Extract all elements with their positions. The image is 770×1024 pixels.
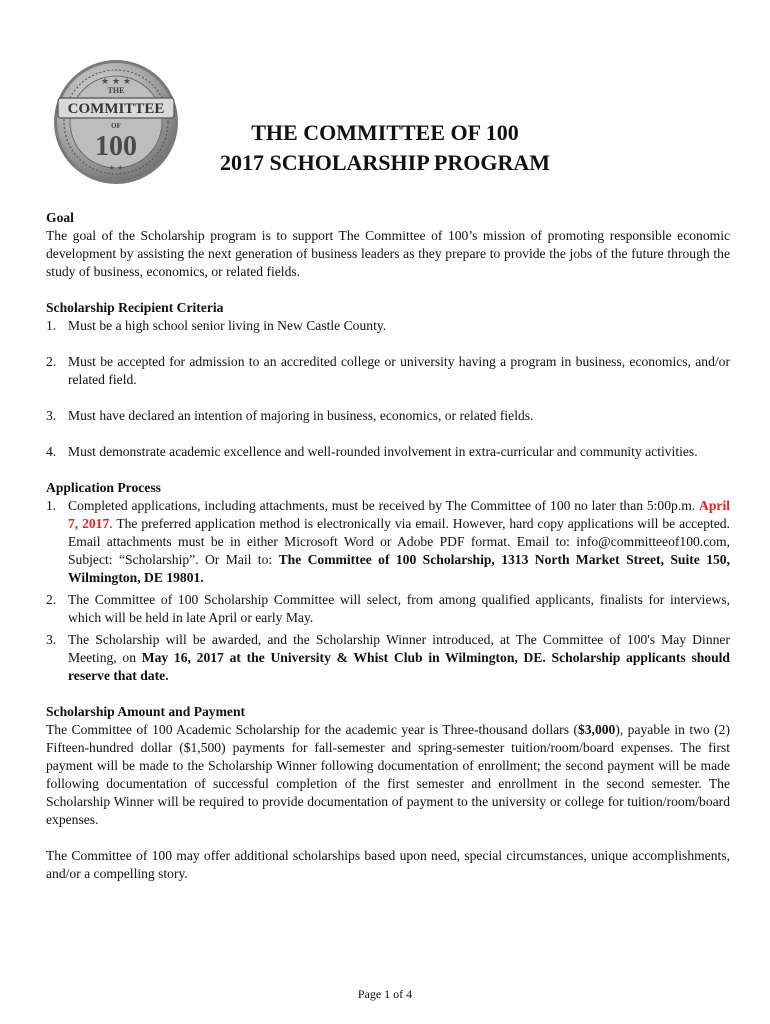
svg-text:★ ★: ★ ★ [108,164,124,172]
process-item-1-part1: Completed applications, including attachments, must be received by The Committee of 100 no later than 5:00p.m. [68,498,696,513]
criteria-item-3-number: 3. [46,408,57,423]
award-dinner-details: May 16, 2017 at the University & Whist Club in Wilmington, DE. Scholarship applicants should reserve that date. [68,650,730,683]
amount-text-part1: The Committee of 100 Academic Scholarship for the academic year is Three-thousand dollars ( [46,722,578,737]
process-item-3-number: 3. [46,632,57,647]
criteria-item-3-text: Must have declared an intention of majoring in business, economics, or related fields. [68,408,534,423]
criteria-item-1-number: 1. [46,318,57,333]
svg-text:100: 100 [95,131,137,162]
deadline-date: April 7, 2017 [68,498,730,531]
process-item-2-text: The Committee of 100 Scholarship Committee will select, from among qualified applicants, finalists for interviews, which will be held in late April or early May. [68,592,730,625]
criteria-heading: Scholarship Recipient Criteria [46,300,224,315]
process-item-1-number: 1. [46,498,57,513]
process-item-1-part2: . The preferred application method is electronically via email. However, hard copy applications will be accepted. Email attachments must be in either Microsoft Word or Adobe PDF format. Email to: info@committeeof100.com, Subject: “Scholarship”. Or Mail to: [68,516,731,567]
svg-text:THE: THE [107,86,125,95]
additional-scholarships-text: The Committee of 100 may offer additional scholarships based upon need, special circumstances, unique accomplishments, and/or a compelling story. [46,848,730,881]
process-item-3-part1: The Scholarship will be awarded, and the Scholarship Winner introduced, at The Committee of 100's May Dinner Meeting, on [68,632,730,665]
goal-text: The goal of the Scholarship program is to support The Committee of 100’s mission of promoting responsible economic development by assisting the next generation of business leaders as they prepare to provide the jobs of the future through the study of business, economics, or related fields. [46,228,730,279]
scholarship-amount: $3,000 [577,722,616,737]
process-item-3-text [68,631,730,685]
title-line-2: 2017 SCHOLARSHIP PROGRAM [219,150,551,175]
process-item-2-number: 2. [46,592,57,607]
process-item-1 [46,497,730,587]
process-heading: Application Process [46,480,161,495]
process-item-1-text [68,497,730,587]
amount-text-part2: ), payable in two (2) Fifteen-hundred dollar ($1,500) payments for fall-semester and spring-semester tuition/room/board expenses. The first payment will be made to the Scholarship Winner following documentation of enrollment; the second payment will be made following documentation of successful completion of the first semester and enrollment in the second semester. The Scholarship Winner will be required to provide documentation of payment to the university or college for tuition/room/board expenses. [46,722,730,827]
svg-text:COMMITTEE: COMMITTEE [67,101,165,117]
process-item-2 [46,591,730,627]
title-line-1: THE COMMITTEE OF 100 [251,120,519,145]
criteria-item-1-text: Must be a high school senior living in New Castle County. [68,318,387,333]
document-body [46,209,730,883]
criteria-item-4-text: Must demonstrate academic excellence and well-rounded involvement in extra-curricular and community activities. [68,444,698,459]
goal-heading: Goal [46,210,74,225]
criteria-item-1 [46,317,730,335]
criteria-item-4-number: 4. [46,444,57,459]
criteria-item-3 [46,407,730,425]
amount-text [46,721,730,829]
criteria-item-2-number: 2. [46,354,57,369]
svg-text:★ ★ ★: ★ ★ ★ [101,77,131,87]
amount-heading: Scholarship Amount and Payment [46,704,246,719]
document-title [150,118,620,178]
criteria-item-2 [46,353,730,389]
mailing-address: The Committee of 100 Scholarship, 1313 North Market Street, Suite 150, Wilmington, DE 19801. [68,552,731,585]
criteria-item-4 [46,443,730,461]
svg-text:OF: OF [111,122,121,130]
criteria-item-2-text: Must be accepted for admission to an accredited college or university having a program in business, economics, and/or related field. [68,354,730,387]
page-number: Page 1 of 4 [357,987,413,1001]
process-item-3 [46,631,730,685]
